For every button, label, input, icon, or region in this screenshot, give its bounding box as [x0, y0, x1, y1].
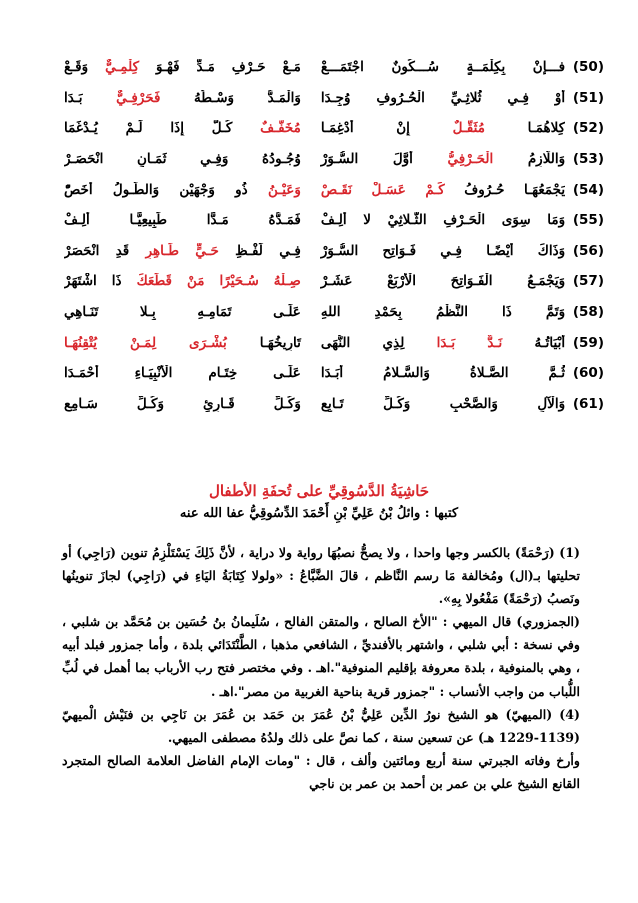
- first-hemistich: [315, 212, 565, 228]
- hemistich-text: بَـدَا: [64, 89, 117, 106]
- verse-number: (55): [572, 212, 604, 229]
- highlighted-term: فَحَرْفِـيٌّ: [116, 89, 161, 106]
- first-hemistich: [315, 396, 565, 412]
- poem: [64, 52, 604, 419]
- first-hemistich: [315, 243, 565, 259]
- hemistich-text: وَالْآلِ وَالصَّحْبِ وَكُـلِّ تَـابِعِ: [320, 395, 566, 412]
- commentary-body: [62, 541, 580, 795]
- first-hemistich: [315, 365, 565, 381]
- hemistich-text: وَاللَّازِمُ: [493, 151, 566, 168]
- commentary-paragraph: (1) (رَحْمَةً) بالكسر وجها واحدا ، ولا يصحُّ نصبُهَا رواية ولا دراية ، لأنَّ ذَلِكَ يَسْتَلْزِمُ تنوين (رَاجِي) أو تحليتها بـ(ال) ومُخالفة مَا رسم النَّاظم ، قالَ الضَّبَّاعُ : «ولولا كِتَابَةُ اليَاءِ في (رَاجِي) لجازَ تنوينُها ونَصبُ (رَحْمَةً) مَفْعُولا بِهِ».: [62, 545, 580, 607]
- first-hemistich: [315, 182, 565, 198]
- second-hemistich: [64, 151, 315, 167]
- verse-number: (60): [572, 365, 604, 382]
- highlighted-term: مُخَفَّـفٌ: [260, 120, 301, 137]
- second-hemistich: [64, 120, 315, 136]
- hemistich-text: يَجْمَعُهَـا حُـرُوفُ: [444, 181, 566, 198]
- second-hemistich: [64, 243, 315, 259]
- hemistich-text: وَيَجْمَـعُ الْفَـوَاتِحَ الْأَرْبَعْ عَشَـرْ: [320, 273, 566, 290]
- first-hemistich: [315, 273, 565, 289]
- second-hemistich: [64, 273, 315, 289]
- hemistich-text: وَالْمَـدُّ وَسْـطُهُ: [160, 89, 301, 106]
- verse-line: [64, 266, 604, 297]
- commentary-paragraph: (الجمزوري) قال الميهي : "الأخ الصالح ، والمتقن الفالح ، سُلَيمانُ بنُ حُسَين بن مُحَمَّد بن شلبي ، وفي نسخة : أبي شلبي ، واشتهر بالأفنديِّ ، الشافعي مذهبا ، الطَّنْتَدَائي بلدة ، وأما جمزور فبلد أبيه ، وهي بالمنوفية ، بلدة معروفة بإقليم المنوفية".اهـ . وفي مختصر فتح رب الأرباب بما أهمل في لُبِّ اللُّباب من واجب الأنساب : "جمزور قرية بناحية الغربية من مصر".اهـ .: [62, 614, 580, 699]
- hemistich-text: وَمَا سِوَى الْحَـرْفِ الثُّـلاثِيْ لا أَلِـفْ: [320, 212, 566, 229]
- highlighted-term: كِلْمِـيٌّ: [105, 59, 140, 76]
- hemistich-text: إِنْ أُدْغِمَـا: [320, 120, 453, 137]
- hemistich-text: لِذِي النُّهَى: [320, 334, 437, 351]
- hemistich-text: وُجُـودُهُ وَفِـي ثَمَـانٍ انْحَصَـرْ: [64, 151, 301, 168]
- highlighted-term: بُشْـرَى لِمَـنْ يُتْقِنُهَـا: [64, 334, 227, 351]
- verse-number: (53): [572, 151, 604, 168]
- commentary-paragraph: وأرخ وفاته الجبرتي سنة أربع ومائتين وألف ، قال : "ومات الإمام الفاضل العلامة الصالح المتجرد القانع الشيخ علي بن عمر بن أحمد بن عمر بن ناجي: [62, 752, 580, 791]
- highlighted-term: نَـدٌّ بَـدَا: [436, 334, 503, 351]
- hemistich-text: ذَا اشْتَهَرْ: [64, 273, 137, 290]
- hemistich-text: أَوْ فِـي ثُلاثِـيِّ الْحُـرُوفِ وُجِـدَا: [320, 89, 566, 106]
- verse-number: (50): [572, 59, 604, 76]
- highlighted-term: حَـيٍّ طَـاهِرٍ: [145, 242, 219, 259]
- hemistich-text: وَكُـلِّ قَـارِئٍ وَكُـلِّ سَـامِعِ: [64, 395, 301, 412]
- verse-line: [64, 113, 604, 144]
- verse-line: [64, 236, 604, 267]
- first-hemistich: [315, 151, 565, 167]
- verse-line: [64, 205, 604, 236]
- verse-number: (58): [572, 304, 604, 321]
- verse-number: (57): [572, 273, 604, 290]
- commentary-title: حَاشِيَةُ الدَّسُوقِيِّ على تُحفَةِ الأطفال: [208, 482, 430, 500]
- verse-line: [64, 358, 604, 389]
- highlighted-term: مُثَقَّـلٌ: [452, 120, 485, 137]
- verse-number: (59): [572, 334, 604, 351]
- verse-line: [64, 174, 604, 205]
- verse-line: [64, 389, 604, 420]
- hemistich-text: مَـعْ حَـرْفِ مَـدِّ فَهْـوَ: [139, 59, 301, 76]
- first-hemistich: [315, 120, 565, 136]
- hemistich-text: ذُو وَجْهَيْنِ وَالطُّـولُ أَخَصّْ: [64, 181, 268, 198]
- second-hemistich: [64, 59, 315, 75]
- highlighted-term: كَـمْ عَسَـلْ نَقَـصْ: [320, 181, 445, 198]
- verse-number: (51): [572, 89, 604, 106]
- first-hemistich: [315, 304, 565, 320]
- hemistich-text: كُـلٌّ إِذَا لَـمْ يُـدْغَمَا: [64, 120, 261, 137]
- hemistich-text: فِـي لَفْـظِ: [218, 242, 301, 259]
- hemistich-text: فَمَـدُّهُ مَـدًّا طَبِيعِيًّـا أُلِـفْ: [64, 212, 301, 229]
- verse-line: [64, 144, 604, 175]
- hemistich-text: ثُـمَّ الصَّـلاةُ وَالسَّـلامُ أَبَـدَا: [320, 365, 566, 382]
- verse-number: (54): [572, 181, 604, 198]
- first-hemistich: [315, 59, 565, 75]
- hemistich-text: وَقَـعْ: [64, 59, 106, 76]
- second-hemistich: [64, 212, 315, 228]
- highlighted-term: الْحَـرْفِيُّ: [447, 151, 494, 168]
- verse-number: (61): [572, 395, 604, 412]
- author-line: كتبها : وائلُ بْنُ عَلِيِّ بْنِ أَحْمَدَ الدِّسُوقِيُّ عفا الله عنه: [179, 506, 459, 521]
- verse-line: [64, 297, 604, 328]
- highlighted-term: صِـلْهُ سُـحَيْرًا مَنْ قَطَعَكَ: [136, 273, 301, 290]
- verse-line: [64, 52, 604, 83]
- hemistich-text: قَدِ انْحَصَرْ: [64, 242, 146, 259]
- verse-number: (56): [572, 242, 604, 259]
- hemistich-text: عَلَـى خِتَـامِ الْأَنْبِيَـاءِ أَحْمَـدَا: [64, 365, 301, 382]
- second-hemistich: [64, 182, 315, 198]
- second-hemistich: [64, 396, 315, 412]
- verse-number: (52): [572, 120, 604, 137]
- hemistich-text: عَلَـى تَمَامِـهِ بِـلا تَنَـاهِي: [64, 304, 301, 321]
- hemistich-text: وَتَمَّ ذَا النَّظْمُ بِحَمْدِ اللهِ: [320, 304, 566, 321]
- hemistich-text: فـــإنْ بِكِلْمَــةٍ سُـــكُونٌ اجْتَمَـــعْ: [320, 59, 566, 76]
- hemistich-text: أَوَّلَ السُّـوَرْ: [320, 151, 448, 168]
- hemistich-text: أَبْيَاتُـهُ: [502, 334, 566, 351]
- second-hemistich: [64, 304, 315, 320]
- second-hemistich: [64, 335, 315, 351]
- first-hemistich: [315, 90, 565, 106]
- verse-line: [64, 83, 604, 114]
- hemistich-text: وَذَاكَ أَيْضًـا فِـي فَـوَاتِحِ السُّـوَرْ: [320, 242, 566, 259]
- first-hemistich: [315, 335, 565, 351]
- hemistich-text: تَارِيخُهَـا: [226, 334, 301, 351]
- second-hemistich: [64, 90, 315, 106]
- hemistich-text: كِلاهُمَـا: [484, 120, 566, 137]
- highlighted-term: وَعَيْـنُ: [267, 181, 301, 198]
- commentary-paragraph: (4) (الميهيّ) هو الشيخ نورُ الدِّين عَلِيُّ بْنُ عُمَرَ بن حَمَد بن عُمَرَ بن نَاجِي بن فنَيْش الْميهيّ (1139-1229 هـ) عن تسعين سنة ، كما نصَّ على ذلك ولدُهُ مصطفى الميهي.: [62, 706, 580, 745]
- verse-line: [64, 327, 604, 358]
- second-hemistich: [64, 365, 315, 381]
